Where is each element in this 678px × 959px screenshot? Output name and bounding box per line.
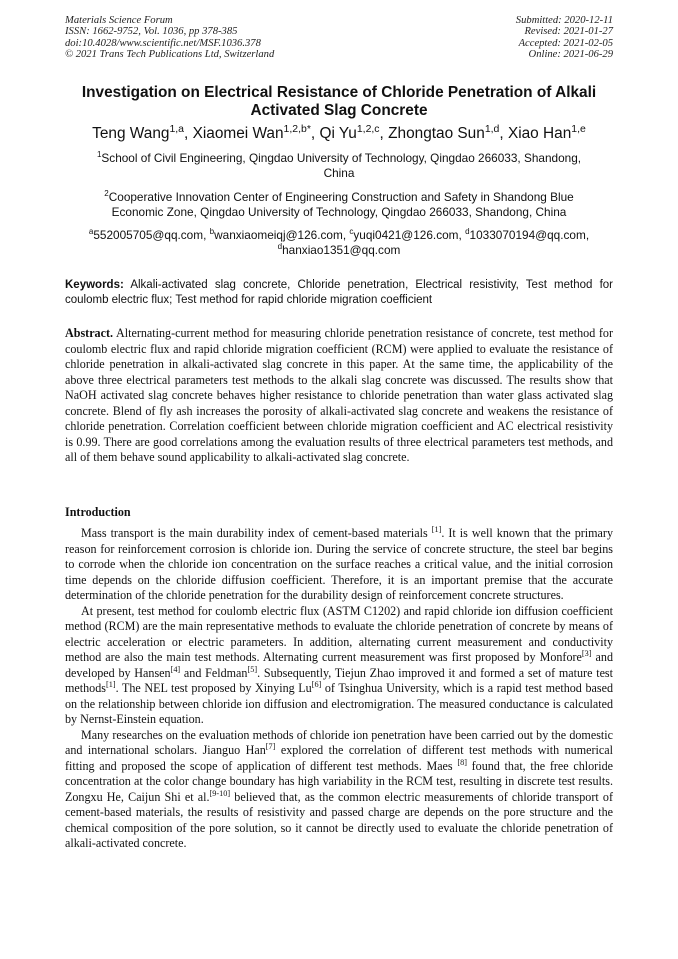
text-run: found that, the free chloride concentration at the color change boundary has high variability in the RCM test, resulting in discrete test results. Zongxu He, Caijun Shi et al. [65, 758, 613, 804]
author: Xiaomei Wan$^{1,2,b*}$, [192, 123, 320, 142]
author: Zhongtao Sun$^{1,d}$, [388, 123, 508, 142]
citation-ref[interactable]: [9-10] [209, 788, 231, 798]
paper-title: Investigation on Electrical Resistance of Chloride Penetration of Alkali Activated Slag Concrete [81, 84, 597, 119]
dates-header [516, 15, 613, 61]
author-list [60, 125, 618, 143]
abstract-label: Abstract. [65, 326, 114, 340]
author: Teng Wang$^{1,a}$, [92, 123, 193, 142]
citation-ref[interactable]: [5] [247, 664, 258, 674]
doi: doi:10.4028/www.scientific.net/MSF.1036.378 [65, 37, 261, 49]
journal-header [65, 15, 274, 61]
text-run: believed that, as the common electric measurements of chloride transport of cement-based materials, the results of resistivity and passed charge are depends on the pore structure and the chemical composition of the pore solution, so it cannot be directly used to evaluate the chloride penetration of alkali-activated concrete. [65, 789, 613, 850]
author: Xiao Han$^{1,e}$ [507, 123, 586, 142]
text-run: Mass transport is the main durability index of cement-based materials [81, 526, 432, 540]
text-run: At present, test method for coulomb electric flux (ASTM C1202) and rapid chloride ion diffusion coefficient method (RCM) are the main representative methods to evaluate the chloride penetration of concrete by means of electric acceleration or electric parameters. In addition, alternating current measurement and conductivity method are also the main test methods. Alternating current measurement was first proposed by Monfore [65, 603, 613, 664]
text-run: and Feldman [180, 665, 248, 680]
section-heading-introduction: Introduction [65, 505, 131, 519]
email[interactable]: $^d$hanxiao1351@qq.com [277, 242, 401, 258]
text-run: . Subsequently, Tiejun Zhao improved it and formed a set of mature test methods [65, 665, 614, 695]
abstract [65, 326, 613, 466]
citation-ref[interactable]: [3] [581, 648, 592, 658]
email[interactable]: $^d$1033070194@qq.com, [465, 227, 590, 242]
keywords-label: Keywords: [65, 279, 124, 291]
text-run: . It is well known that the primary reason for reinforcement corrosion is chloride ion. During the service of concrete structure, the steel bar begins to corrode when the chloride ion concentration on the surface reaches a critical value, and the initial corrosion time depends on the chloride diffusion coefficient. Therefore, it is an important premise that the accurate determination of the chloride penetration for the durability design of reinforcement concrete structures. [65, 526, 613, 602]
paragraph [65, 728, 613, 852]
author: Qi Yu$^{1,2,c}$, [319, 123, 389, 142]
accepted-date: Accepted: 2021-02-05 [518, 37, 613, 49]
abstract-text: Alternating-current method for measuring chloride penetration resistance of concrete, test method for coulomb electric flux and rapid chloride migration coefficient (RCM) were applied to evaluate the resistance of chloride penetration in alkali-activated slag concrete in this paper. At the same time, the applicability of the above three electrical parameters test methods to the alkali slag concrete was discussed. The results show that NaOH activated slag concrete behaves higher resistance to chloride penetration than water glass activated slag concrete. Blend of fly ash increases the porosity of alkali-activated slag concrete and weakens the resistance of chloride penetration. Correlation coefficient between chloride migration coefficient and AC electrical resistivity is 0.99. There are good correlations among the evaluation results of three electrical parameters test methods, and all of them behave sound applicability to alkali-activated slag concrete. [65, 326, 613, 464]
online-date: Online: 2021-06-29 [528, 49, 613, 61]
paragraph [65, 604, 613, 728]
citation-ref[interactable]: [8] [457, 757, 467, 767]
text-run: . The NEL test proposed by Xinying Lu [115, 681, 312, 695]
keywords-text: Alkali-activated slag concrete, Chloride penetration, Electrical resistivity, Test method for coulomb electric flux; Test method for rapid chloride migration coefficient [65, 279, 613, 306]
affiliation-1: $^1$School of Civil Engineering, Qingdao University of Technology, Qingdao 266033, Shandong, China [96, 150, 582, 181]
text-run: explored the correlation of different test methods with numerical fitting and proposed the scope of application of different test methods. Maes [65, 743, 613, 773]
text-run: and developed by Hansen [65, 650, 613, 680]
keywords [65, 278, 613, 307]
copyright: © 2021 Trans Tech Publications Ltd, Switzerland [65, 49, 275, 61]
citation-ref[interactable]: [7] [265, 741, 276, 751]
revised-date: Revised: 2021-01-27 [524, 26, 613, 38]
journal-name: Materials Science Forum [65, 15, 173, 26]
introduction-body [65, 526, 613, 852]
text-run: Many researches on the evaluation methods of chloride ion penetration have been carried out by the domestic and international scholars. Jianguo Han [65, 727, 613, 757]
text-run: of Tsinghua University, which is a rapid test method based on the relationship between chloride ion diffusion and electromigration. The measured conductance is calculated by Nernst-Einstein equation. [65, 681, 613, 726]
issn-volume: ISSN: 1662-9752, Vol. 1036, pp 378-385 [65, 26, 238, 38]
affiliation-2: $^2$Cooperative Innovation Center of Engineering Construction and Safety in Shandong Blue Economic Zone, Qingdao University of Technology, Qingdao 266033, Shandong, China [104, 189, 574, 220]
email[interactable]: $^b$wanxiaomeiqj@126.com, [209, 227, 350, 242]
paragraph [65, 526, 613, 604]
citation-ref[interactable]: [1] [105, 679, 116, 689]
email[interactable]: $^c$yuqi0421@126.com, [349, 227, 466, 242]
submitted-date: Submitted: 2020-12-11 [515, 15, 613, 26]
citation-ref[interactable]: [4] [170, 664, 181, 674]
citation-ref[interactable]: [6] [311, 679, 322, 689]
email[interactable]: $^a$552005705@qq.com, [88, 227, 210, 242]
email-list [80, 228, 598, 259]
citation-ref[interactable]: [1] [431, 524, 442, 534]
